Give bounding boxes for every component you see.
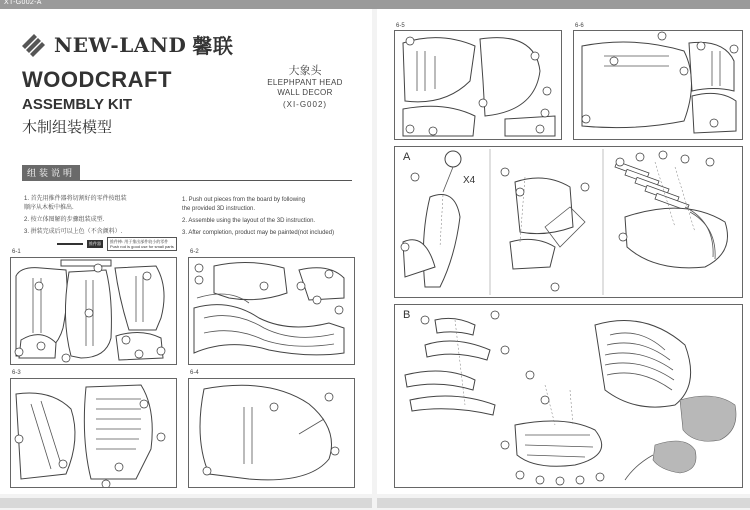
title-assembly-kit: ASSEMBLY KIT [22,96,133,113]
step-label-6-3: 6-3 [12,370,21,376]
board-panel-6-1 [10,257,177,365]
board-parts-6-4 [189,379,354,487]
brand-logo [20,30,233,59]
brand-name-cn: 馨联 [192,34,234,58]
instructions-en [182,196,334,238]
legend-text [107,237,177,251]
legend-tag: 推件器 [89,241,101,246]
assembly-step-a-panel [394,146,743,298]
assembly-step-b-panel [394,304,743,488]
product-name-en-2: WALL DECOR [277,88,333,97]
instruction-en-line: 2. Assemble using the layout of the 3D instruction. [182,218,316,224]
new-land-logo-icon [20,32,48,58]
instruction-en-line: the provided 3D instruction. [182,206,256,212]
section-divider [80,180,352,181]
legend-text-1: 推件棒: 用于推出部件较小的零件 [110,239,169,244]
step-label-6-2: 6-2 [190,249,199,255]
assembly-step-a-diagram [395,147,742,297]
board-parts-6-2 [189,258,354,364]
assembly-step-a-label: A [403,151,411,163]
board-panel-6-5 [394,30,562,140]
instruction-cn-line: 顺序从木板中推出. [24,205,74,211]
step-label-6-6: 6-6 [575,23,584,29]
instruction-cn-line: 1. 首先用推件器将切割好的零件按组装 [24,196,127,202]
instructions-cn [24,195,127,237]
title-woodcraft: WOODCRAFT [22,67,172,92]
assembly-step-b-diagram [395,305,742,487]
title-cn: 木制组装模型 [22,119,113,136]
step-label-6-1: 6-1 [12,249,21,255]
step-label-6-5: 6-5 [396,23,405,29]
board-parts-6-3 [11,379,176,487]
product-name-cn: 大象头 [288,65,322,77]
board-panel-6-3 [10,378,177,488]
product-info [250,62,360,109]
instruction-cn-line: 3. 拼装完成后可以上色（不含颜料）. [24,229,123,235]
quantity-x4-label: X4 [463,175,476,186]
bottom-strip-right [377,498,750,508]
step-label-6-4: 6-4 [190,370,199,376]
push-rod-legend [57,237,177,251]
board-panel-6-6 [573,30,743,140]
bottom-strip-left [0,498,372,508]
section-header [22,165,352,181]
document-code: XT-G002-A [4,0,42,6]
top-bar [0,0,750,9]
product-code: (XI-G002) [282,100,328,109]
board-panel-6-4 [188,378,355,488]
product-name-en-1: ELEPHPANT HEAD [267,78,343,87]
legend-text-2: Push rod is good use for small parts [110,244,174,249]
board-panel-6-2 [188,257,355,365]
instruction-en-line: 3. After completion, product may be painted(not included) [182,230,335,236]
board-parts-6-5 [395,31,561,139]
assembly-step-b-label: B [403,309,411,321]
board-parts-6-6 [574,31,742,139]
brand-name: NEW-LAND [54,32,187,57]
push-rod-icon [57,241,83,247]
section-title: 组装说明 [22,165,80,181]
instruction-en-line: 1. Push out pieces from the board by following [182,197,306,203]
board-parts-6-1 [11,258,176,364]
instruction-cn-line: 2. 按立体图解的步骤组装成型. [24,217,105,223]
